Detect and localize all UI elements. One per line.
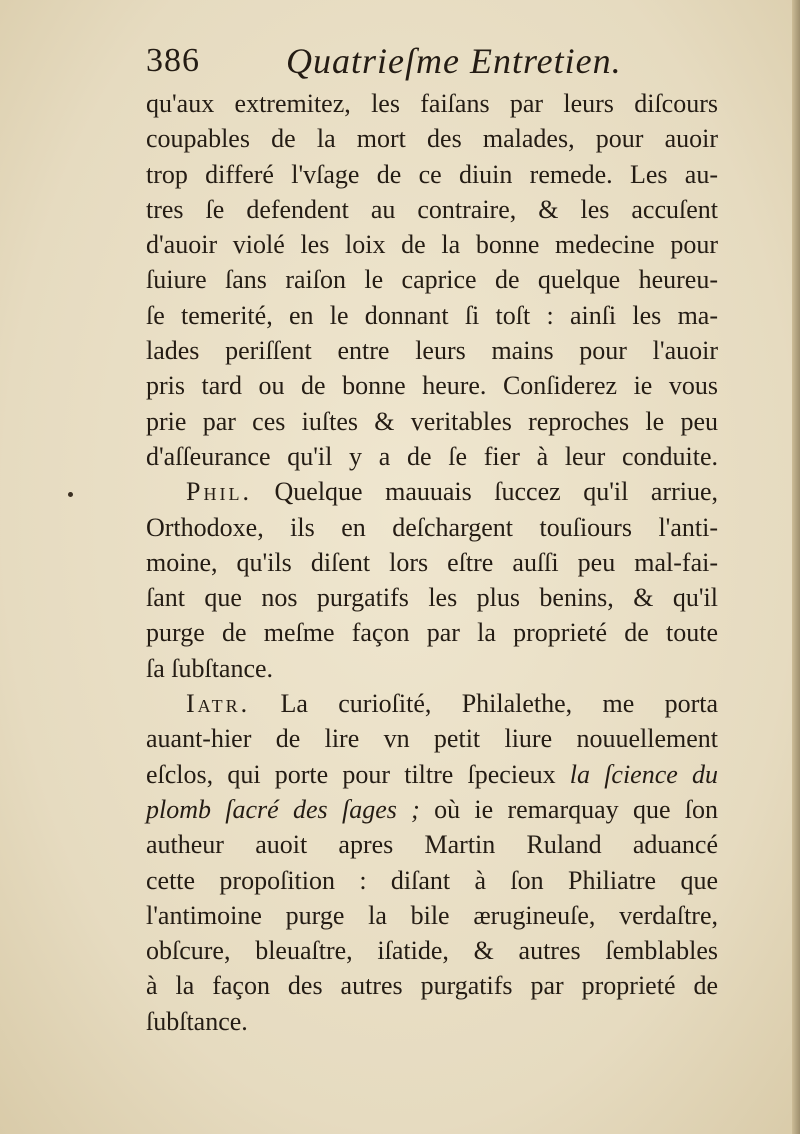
text-line: ſubſtance. bbox=[146, 1006, 248, 1036]
text-line: d'auoir violé les loix de la bonne medecine pour bbox=[146, 230, 718, 260]
text-span: Quelque mauuais ſuccez qu'il arriue, bbox=[274, 477, 718, 507]
ink-spot bbox=[68, 492, 73, 497]
text-line: lades periſſent entre leurs mains pour l'auoir bbox=[146, 336, 718, 366]
text-span: La curioſité, Philalethe, me porta bbox=[280, 689, 719, 719]
speaker-phil: Phil. bbox=[186, 477, 252, 507]
text-line: Orthodoxe, ils en deſchargent touſiours l'anti- bbox=[146, 512, 718, 542]
text-line: pris tard ou de bonne heure. Conſiderez ie vous bbox=[146, 371, 718, 401]
speaker-iatr: Iatr. bbox=[186, 689, 251, 719]
iatr-paragraph-first-line bbox=[146, 686, 718, 721]
body-text bbox=[146, 86, 718, 1039]
text-span: où ie remarquay que ſon bbox=[419, 794, 719, 824]
book-title-italic: plomb ſacré des ſages ; bbox=[146, 794, 420, 824]
page-number: 386 bbox=[146, 42, 200, 79]
text-span: eſclos, qui porte pour tiltre ſpecieux bbox=[146, 759, 570, 789]
text-line: tres ſe defendent au contraire, & les accuſent bbox=[146, 194, 718, 224]
text-line: ſa ſubſtance. bbox=[146, 653, 274, 683]
text-line: l'antimoine purge la bile æruginеuſe, verdaſtre, bbox=[146, 900, 718, 930]
text-line: d'aſſeurance qu'il y a de ſe fier à leur conduite. bbox=[146, 441, 718, 471]
text-line: coupables de la mort des malades, pour auoir bbox=[146, 124, 718, 154]
text-line: moine, qu'ils diſent lors eſtre auſſi peu mal-fai- bbox=[146, 547, 718, 577]
page-header bbox=[146, 38, 706, 88]
text-line: autheur auoit apres Martin Ruland aduancé bbox=[146, 830, 718, 860]
book-title-italic: la ſcience du bbox=[569, 759, 718, 789]
text-line: obſcure, bleuaſtre, iſatide, & autres ſemblables bbox=[146, 936, 718, 966]
text-line: cette propoſition : diſant à ſon Philiatre que bbox=[146, 865, 718, 895]
text-line: à la façon des autres purgatifs par proprieté de bbox=[146, 971, 718, 1001]
text-line: qu'aux extremitez, les faiſans par leurs diſcours bbox=[146, 89, 718, 118]
text-line: ſe temerité, en le donnant ſi toſt : ainſi les ma- bbox=[146, 300, 718, 330]
running-title: Quatrieſme Entretien. bbox=[286, 41, 622, 81]
text-line: prie par ces iuſtes & veritables reproches le peu bbox=[146, 406, 718, 436]
page-edge-shadow bbox=[792, 0, 800, 1134]
text-line-mixed bbox=[146, 792, 718, 827]
text-line: trop differé l'vſage de ce diuin remede. Les au- bbox=[146, 159, 718, 189]
text-line: purge de meſme façon par la proprieté de toute bbox=[146, 618, 718, 648]
text-line: ſant que nos purgatifs les plus benins, & qu'il bbox=[146, 583, 718, 613]
phil-paragraph-first-line bbox=[146, 474, 718, 509]
text-line: ſuiure ſans raiſon le caprice de quelque heureu- bbox=[146, 265, 718, 295]
text-line-mixed bbox=[146, 757, 718, 792]
text-line: auant-hier de lire vn petit liure nouuellement bbox=[146, 724, 718, 754]
